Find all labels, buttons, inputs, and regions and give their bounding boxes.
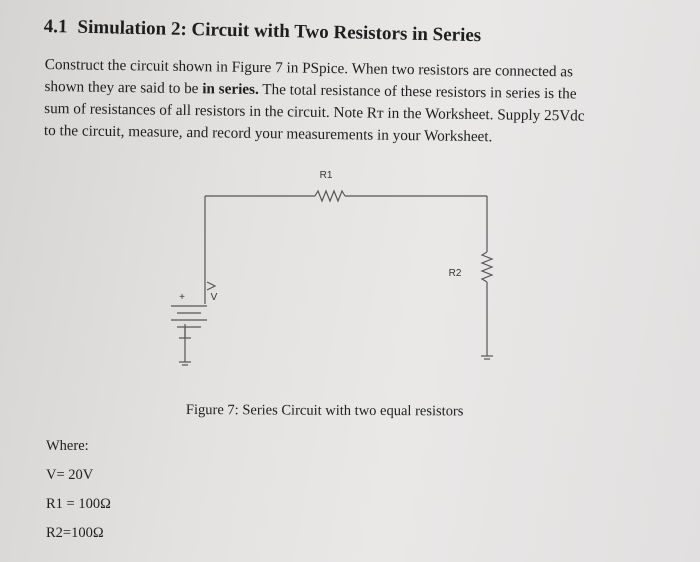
paragraph-text: shown they are said to be bbox=[44, 77, 203, 98]
source-label: V bbox=[210, 292, 218, 303]
section-title: Simulation 2: Circuit with Two Resistors in Series bbox=[77, 16, 482, 47]
section-number: 4.1 bbox=[43, 16, 68, 38]
given-value-item: R1 = 100Ω bbox=[46, 496, 111, 512]
section-heading bbox=[44, 16, 482, 47]
figure-caption: Figure 7: Series Circuit with two equal resistors bbox=[185, 402, 464, 420]
plus-sign: + bbox=[179, 292, 185, 303]
series-circuit-diagram bbox=[165, 160, 505, 380]
paragraph-text: The total resistance of these resistors in series is the bbox=[258, 80, 577, 103]
r2-resistor bbox=[482, 252, 492, 282]
r1-label: R1 bbox=[319, 170, 333, 181]
circuit-schematic bbox=[165, 160, 505, 380]
given-value-item: R2=100Ω bbox=[46, 525, 104, 541]
instructions-paragraph bbox=[44, 54, 645, 150]
r2-label: R2 bbox=[448, 268, 462, 279]
r1-resistor bbox=[315, 191, 345, 201]
given-values bbox=[46, 432, 111, 548]
paragraph-line: to the circuit, measure, and record your measurements in your Worksheet. bbox=[43, 121, 493, 146]
given-value-item: V= 20V bbox=[46, 467, 94, 483]
paragraph-line: sum of resistances of all resistors in the circuit. Note Rᴛ in the Worksheet. Supply 25Vdc bbox=[44, 99, 585, 125]
paragraph-line: Construct the circuit shown in Figure 7 in PSpice. When two resistors are connected as bbox=[44, 55, 574, 81]
emphasis-text: in series. bbox=[202, 80, 259, 98]
voltmeter-marker bbox=[207, 282, 215, 290]
given-values-title: Where: bbox=[46, 438, 89, 454]
